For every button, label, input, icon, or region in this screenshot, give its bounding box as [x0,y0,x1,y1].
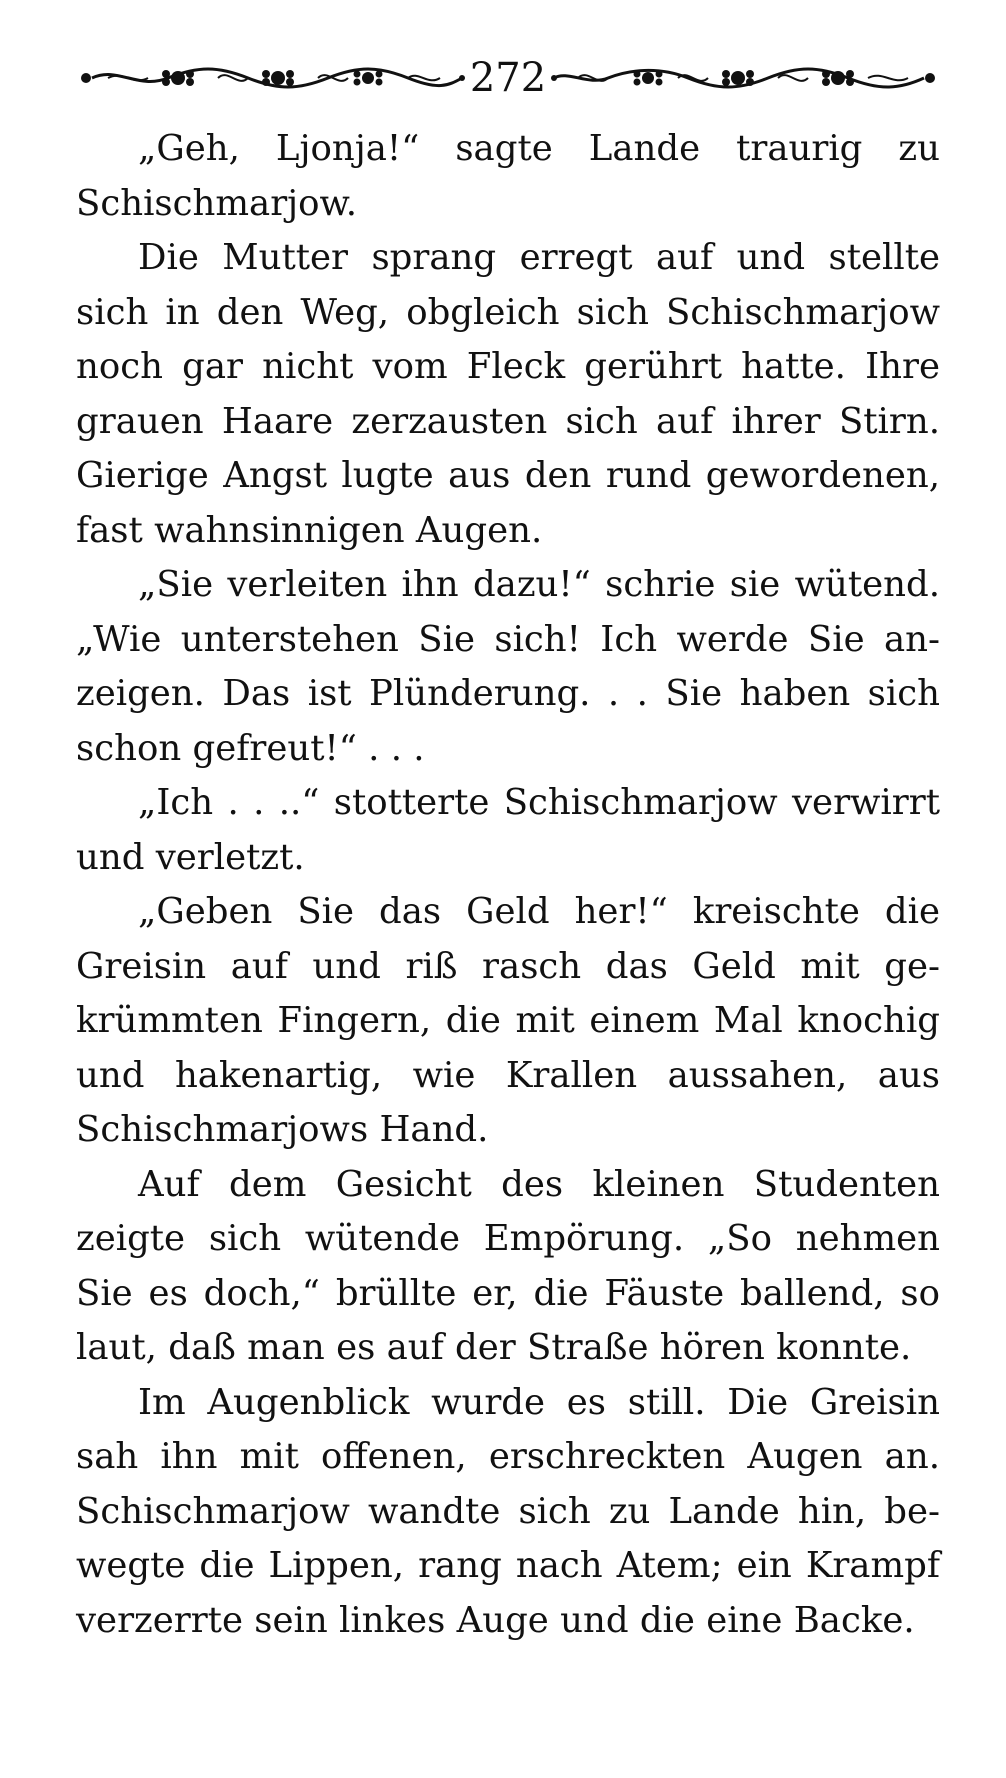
paragraph: „Sie verleiten ihn dazu!“ schrie sie wütend. „Wie unterstehen Sie sich! Ich werde Sie anzeigen. Das ist Plünderung. . . Sie haben sich schon gefreut!“ . . . [76,564,940,769]
paragraph: „Ich . . ..“ stotterte Schischmarjow verwirrt und verletzt. [76,782,940,878]
vine-ornament-icon [548,64,938,92]
page-body-text [76,122,940,1648]
paragraph: Im Augenblick wurde es still. Die Greisin sah ihn mit offenen, erschreckten Augen an. Schischmarjow wandte sich zu Lande hin, bewegte die Lippen, rang nach Atem; ein Krampf verzerrte sein linkes Auge und die eine Backe. [76,1381,940,1641]
page-number: 272 [469,55,547,101]
paragraph: Die Mutter sprang erregt auf und stellte sich in den Weg, obgleich sich Schischmarjow noch gar nicht vom Fleck gerührt hatte. Ihre grauen Haare zerzausten sich auf ihrer Stirn. Gierige Angst lugte aus den rund gewordenen, fast wahnsinnigen Augen. [76,237,940,551]
paragraph: „Geh, Ljonja!“ sagte Lande traurig zu Schischmarjow. [76,128,940,224]
vine-ornament-icon [78,64,468,92]
paragraph: „Geben Sie das Geld her!“ kreischte die Greisin auf und riß rasch das Geld mit gekrümmten Fingern, die mit einem Mal knochig und hakenartig, wie Krallen aussahen, aus Schischmarjows Hand. [76,891,940,1150]
paragraph: Auf dem Gesicht des kleinen Studenten zeigte sich wütende Empörung. „So nehmen Sie es doch,“ brüllte er, die Fäuste ballend, so laut, daß man es auf der Straße hören konnte. [76,1163,940,1368]
page-header [78,48,938,108]
